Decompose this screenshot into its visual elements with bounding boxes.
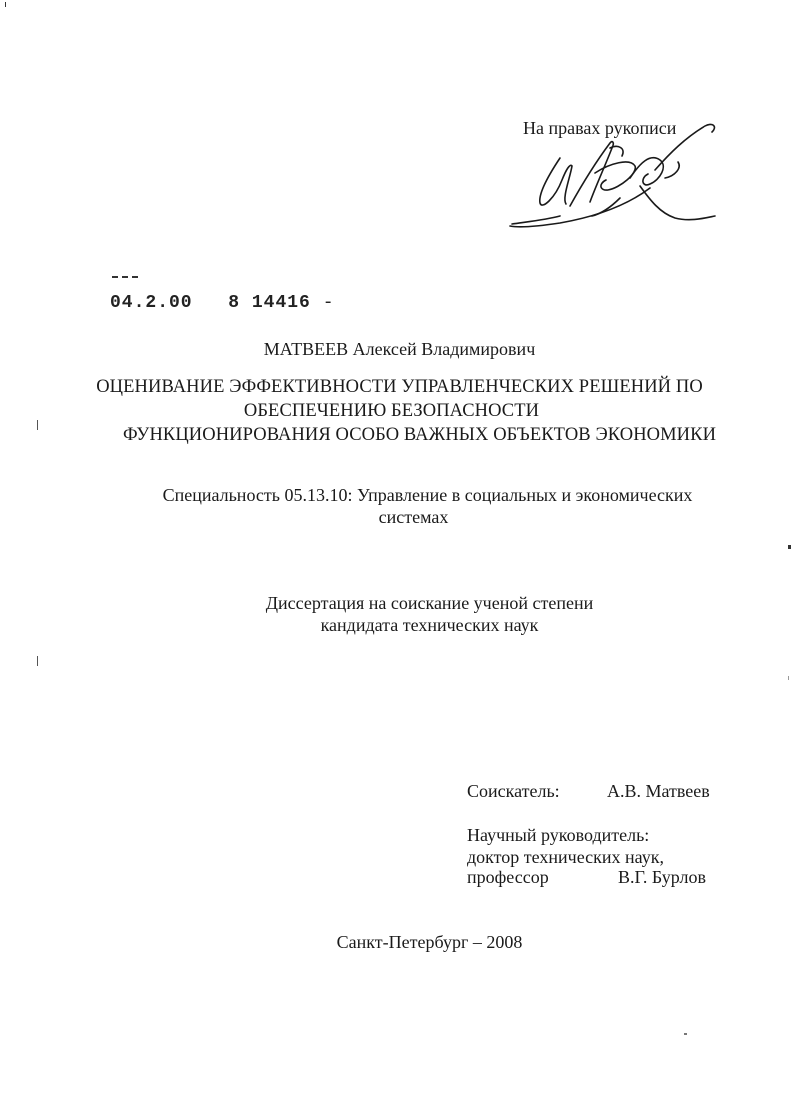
author-name: МАТВЕЕВ Алексей Владимирович [263, 339, 536, 359]
catalog-number-value: 8 14416 [228, 293, 311, 313]
supervisor-degree: доктор технических наук, [467, 847, 664, 867]
dissertation-title [0, 375, 799, 447]
specialty-line-2: системах [378, 507, 449, 527]
title-line-1: ОЦЕНИВАНИЕ ЭФФЕКТИВНОСТИ УПРАВЛЕНЧЕСКИХ РЕШЕНИЙ ПО [96, 377, 703, 397]
specialty [28, 484, 799, 528]
stamp-mark [112, 276, 142, 279]
degree-line-1: Диссертация на соискание ученой степени [265, 593, 594, 613]
degree-line-2: кандидата технических наук [320, 615, 539, 635]
scan-artifact [788, 545, 791, 549]
applicant-name: А.В. Матвеев [607, 781, 710, 801]
title-line-3: ФУНКЦИОНИРОВАНИЯ ОСОБО ВАЖНЫХ ОБЪЕКТОВ ЭКОНОМИКИ [122, 425, 717, 445]
scan-artifact [5, 2, 6, 7]
supervisor-name: В.Г. Бурлов [618, 867, 707, 887]
title-line-2: ОБЕСПЕЧЕНИЮ БЕЗОПАСНОСТИ [243, 401, 540, 421]
rights-note: На правах рукописи [523, 118, 677, 138]
specialty-line-1: Специальность 05.13.10: Управление в социальных и экономических [162, 485, 693, 505]
scan-artifact [788, 676, 789, 680]
scan-artifact [37, 420, 38, 430]
supervisor-label: Научный руководитель: [467, 825, 650, 845]
scan-artifact [37, 656, 38, 666]
scan-artifact [684, 1033, 687, 1035]
degree [30, 592, 799, 636]
catalog-date-code: 04.2.00 [110, 293, 193, 313]
supervisor-title: профессор [467, 867, 549, 887]
catalog-number: 04.2.00 8 14416 - [110, 293, 335, 313]
signature-icon [500, 118, 730, 238]
city-year: Санкт-Петербург – 2008 [336, 932, 523, 952]
applicant-label: Соискатель: [467, 781, 560, 801]
